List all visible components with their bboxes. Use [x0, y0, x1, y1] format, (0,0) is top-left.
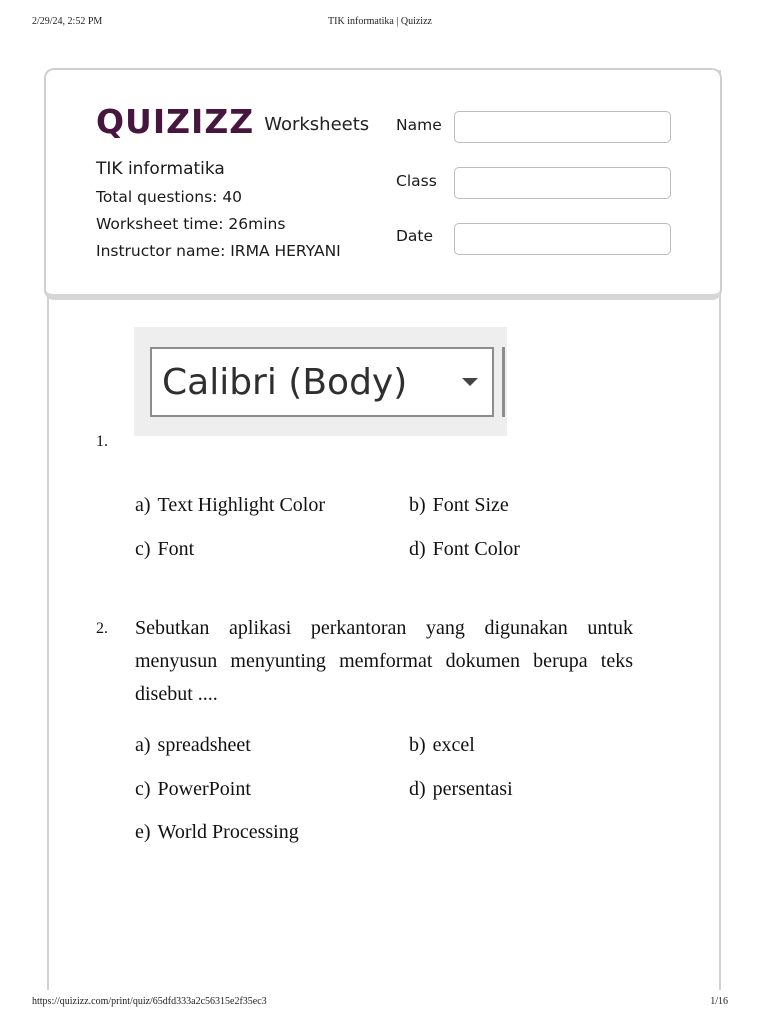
option-letter: c): [135, 538, 151, 560]
name-label: Name: [396, 116, 442, 134]
brand-wordmark: QUIZIZZ: [96, 102, 255, 141]
worksheet-header-card: [44, 68, 722, 300]
question-2-text: Sebutkan aplikasi perkantoran yang digunakan untuk menyusun menyunting memformat dokumen berupa teks disebut ....: [135, 617, 633, 705]
option-text: spreadsheet: [157, 734, 251, 756]
print-footer: [32, 996, 728, 1010]
question-2-option-a[interactable]: [135, 734, 251, 757]
class-label: Class: [396, 172, 437, 190]
option-text: Font: [157, 538, 195, 560]
option-text: excel: [432, 734, 475, 756]
option-letter: b): [409, 734, 426, 756]
class-field[interactable]: [454, 167, 671, 199]
question-1-option-a[interactable]: [135, 494, 325, 517]
option-text: persentasi: [432, 778, 513, 800]
page-number: 1/16: [710, 996, 728, 1007]
worksheet-time: Worksheet time: 26mins: [96, 215, 286, 233]
dropdown-arrow-icon: [462, 378, 478, 386]
option-letter: a): [135, 494, 151, 516]
font-name-text: Calibri (Body): [162, 361, 408, 403]
option-text: Font Size: [432, 494, 509, 516]
question-2-option-e[interactable]: [135, 821, 299, 844]
option-text: Font Color: [432, 538, 520, 560]
option-letter: c): [135, 778, 151, 800]
date-field[interactable]: [454, 223, 671, 255]
quizizz-logo: [96, 100, 369, 140]
question-1-number: 1.: [96, 433, 108, 450]
question-1-option-c[interactable]: [135, 538, 194, 561]
question-2-option-c[interactable]: [135, 778, 251, 801]
question-1-option-b[interactable]: [409, 494, 509, 517]
option-text: PowerPoint: [157, 778, 251, 800]
date-label: Date: [396, 227, 434, 245]
brand-subtitle: Worksheets: [264, 114, 370, 135]
option-letter: d): [409, 538, 426, 560]
question-1-option-d[interactable]: [409, 538, 520, 561]
option-letter: e): [135, 821, 151, 843]
worksheet-title: TIK informatika: [96, 159, 225, 179]
worksheet-info: [96, 158, 341, 265]
instructor-name: Instructor name: IRMA HERYANI: [96, 242, 341, 260]
print-tab-title: TIK informatika | Quizizz: [328, 16, 432, 27]
option-letter: d): [409, 778, 426, 800]
font-name-dropdown: [150, 347, 494, 417]
question-2-number: 2.: [96, 620, 108, 637]
question-1-image: [134, 327, 507, 436]
total-questions: Total questions: 40: [96, 188, 243, 206]
option-letter: b): [409, 494, 426, 516]
print-url: https://quizizz.com/print/quiz/65dfd333a2c56315e2f35ec3: [32, 996, 267, 1007]
print-datetime: 2/29/24, 2:52 PM: [32, 16, 103, 27]
name-field[interactable]: [454, 111, 671, 143]
toolbar-edge: [502, 347, 505, 417]
print-header: [32, 16, 728, 30]
question-2-option-b[interactable]: [409, 734, 475, 757]
option-text: World Processing: [157, 821, 299, 843]
option-text: Text Highlight Color: [157, 494, 326, 516]
question-2-option-d[interactable]: [409, 778, 513, 801]
option-letter: a): [135, 734, 151, 756]
